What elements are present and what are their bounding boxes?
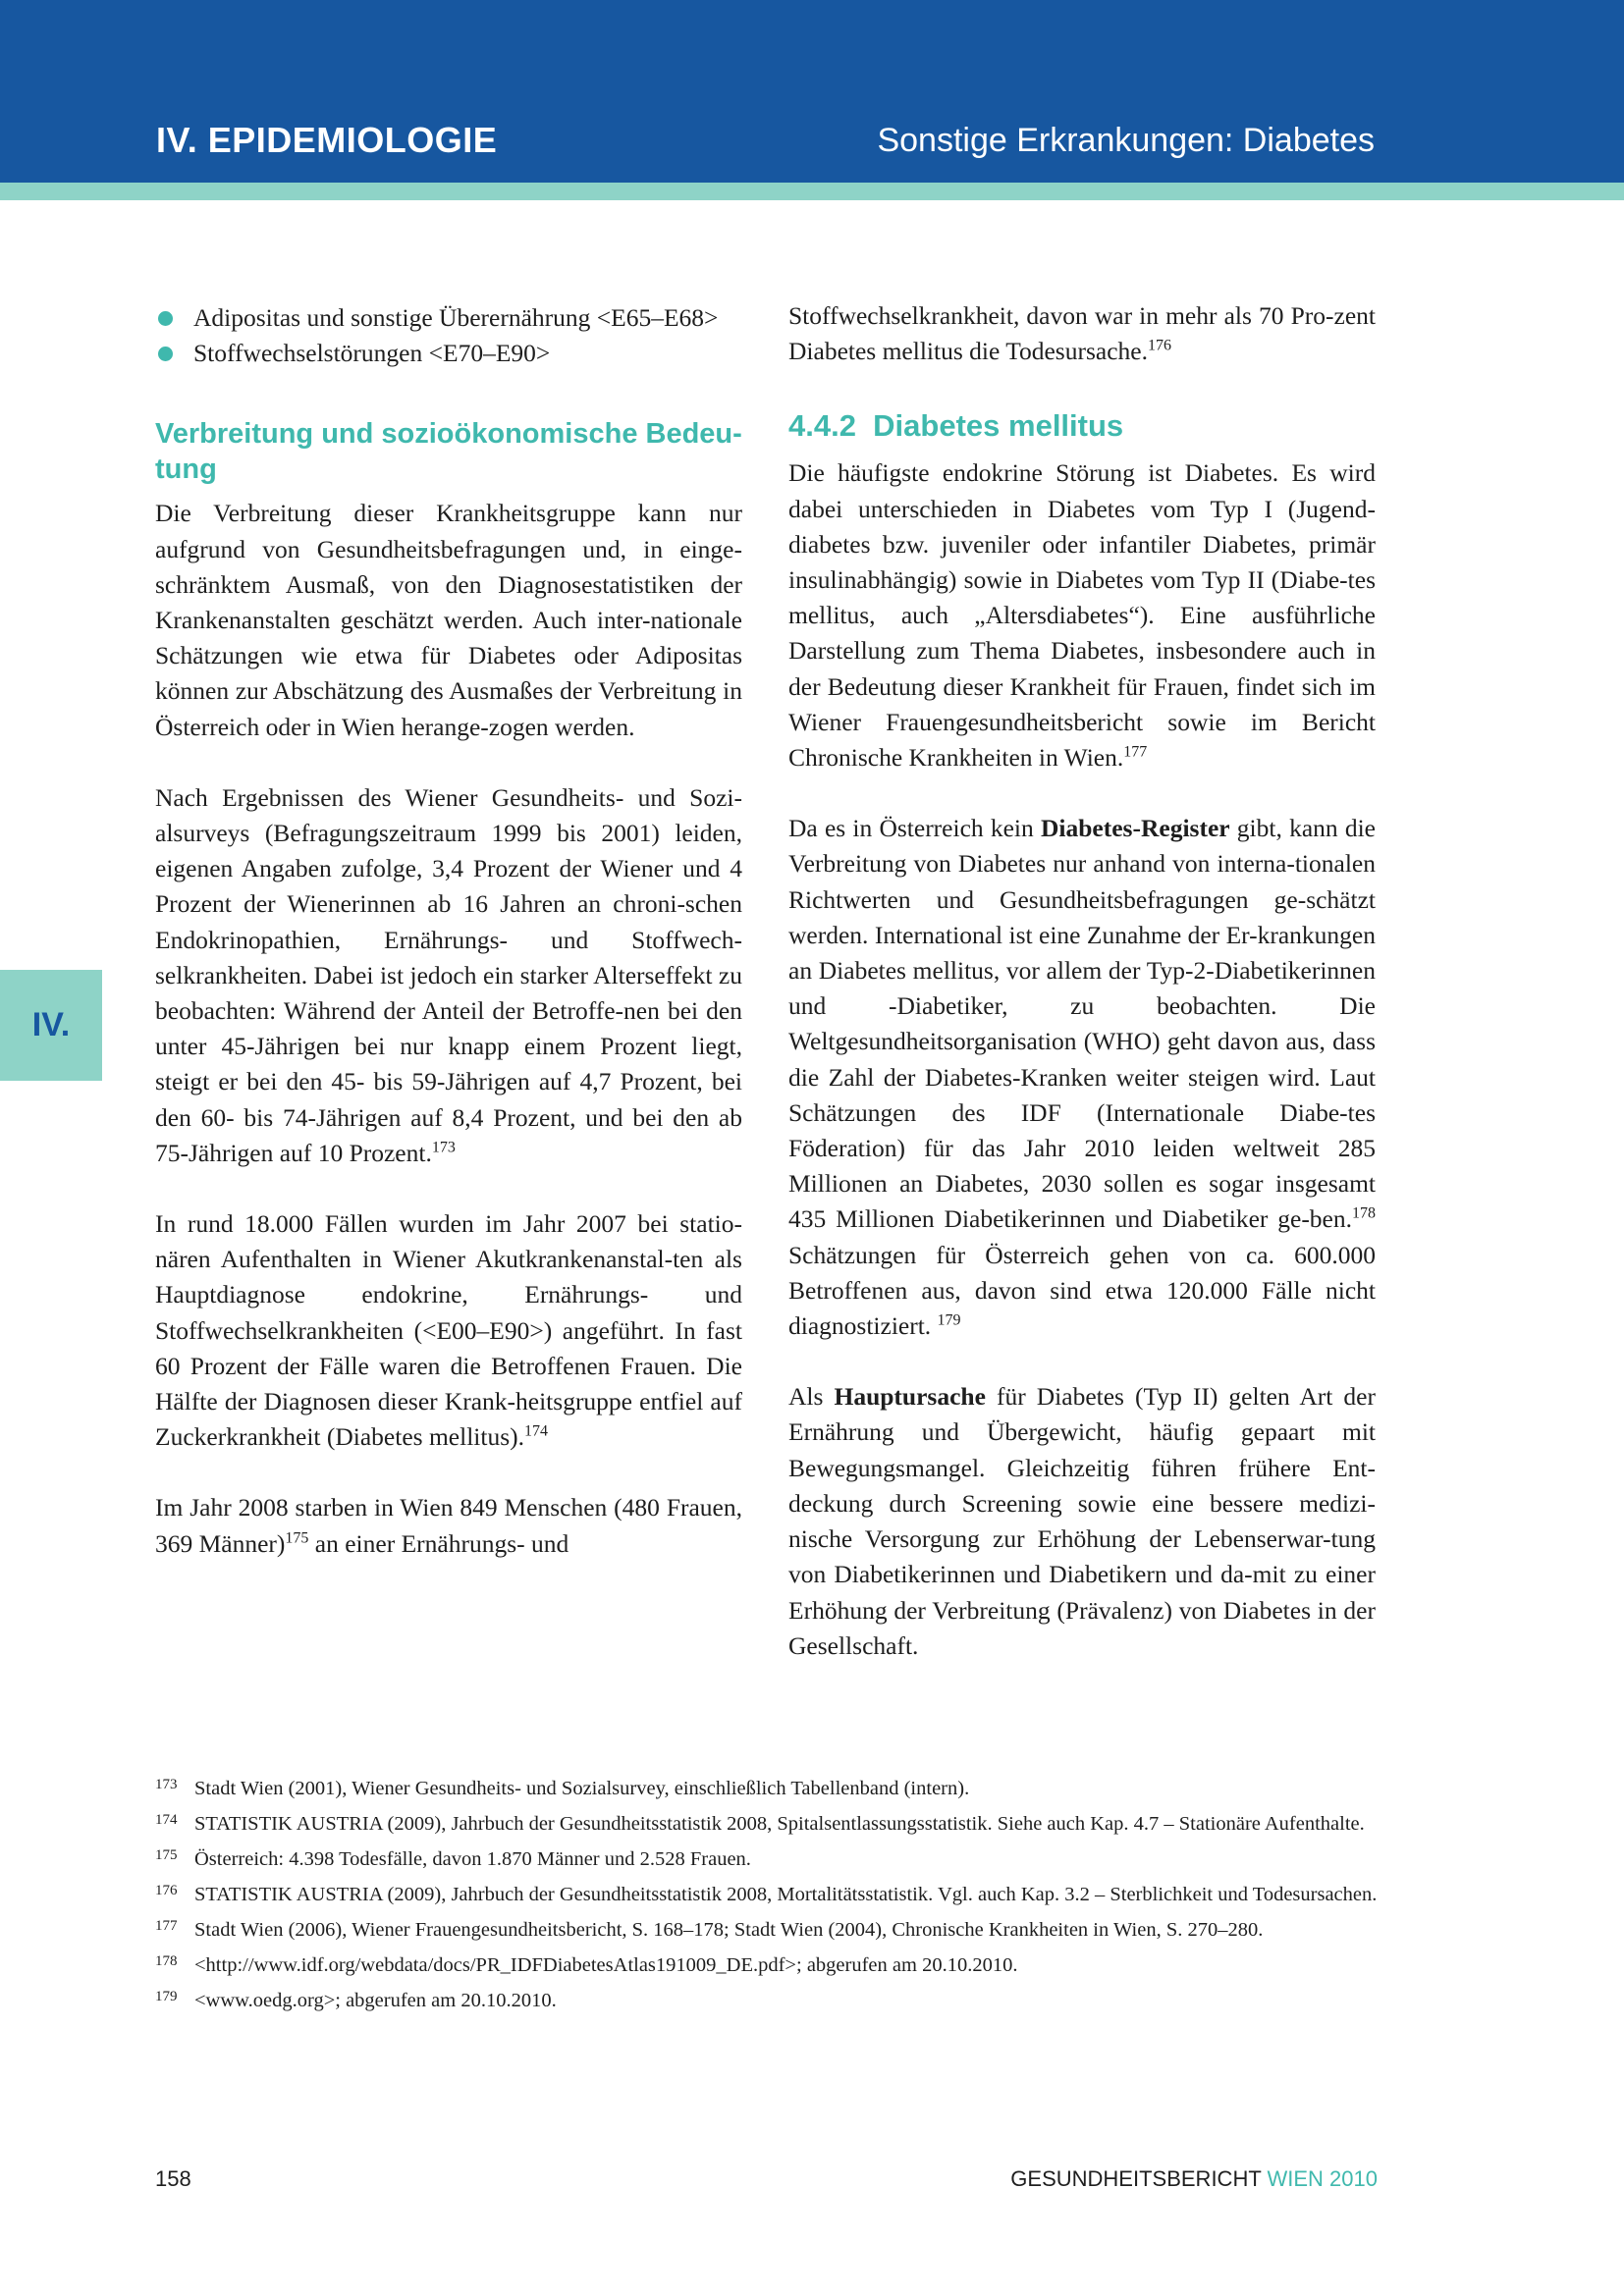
footnote-ref[interactable]: 176: [1147, 337, 1171, 354]
footnote: 177 Stadt Wien (2006), Wiener Frauengesundheitsbericht, S. 168–178; Stadt Wien (2004), Chronische Krankheiten in Wien, S. 270–280.: [155, 1916, 1378, 1944]
bold-term: Hauptursache: [834, 1382, 986, 1412]
left-column: [155, 300, 742, 1562]
bullet-icon: [158, 311, 173, 326]
section-title: Sonstige Erkrankungen: Diabetes: [877, 122, 1375, 159]
section-heading: 4.4.2 Diabetes mellitus: [788, 408, 1124, 444]
chapter-title: IV. EPIDEMIOLOGIE: [156, 120, 498, 160]
header-stripe: [0, 183, 1624, 200]
bullet-icon: [158, 347, 173, 361]
footnote-number: 173: [155, 1777, 178, 1792]
footnote: 174 STATISTIK AUSTRIA (2009), Jahrbuch der Gesundheitsstatistik 2008, Spitalsentlassungsstatistik. Siehe auch Kap. 4.7 – Stationäre Aufenthalte.: [155, 1810, 1378, 1838]
footnote-ref[interactable]: 179: [937, 1311, 961, 1329]
paragraph: Die häufigste endokrine Störung ist Diabetes. Es wird dabei unterschieden in Diabetes vom Typ I (Jugend-diabetes bzw. juveniler oder infantiler Diabetes, primär insulinabhängig) sowie in Diabetes vom Typ II (Diabe-tes mellitus, auch „Altersdiabetes“). Eine ausführliche Darstellung zum Thema Diabetes, insbesondere auch in der Bedeutung dieser Krankheit für Frauen, findet sich im Wiener Frauengesundheitsbericht sowie im Bericht Chronische Krankheiten in Wien.$^{177}$: [788, 458, 1376, 773]
footnote-ref[interactable]: 178: [1352, 1204, 1376, 1222]
footnote-ref[interactable]: 177: [1123, 743, 1148, 761]
list-item: [155, 336, 742, 371]
list-item: [155, 300, 742, 336]
bullet-text: Adipositas und sonstige Überernährung <E65–E68>: [193, 303, 719, 332]
footnote-number: 177: [155, 1918, 178, 1934]
paragraph: Stoffwechselkrankheit, davon war in mehr als 70 Pro-zent Diabetes mellitus die Todesursache.$^{176}$: [788, 301, 1376, 366]
paragraph: Nach Ergebnissen des Wiener Gesundheits- und Sozi-alsurveys (Befragungszeitraum 1999 bis 2001) leiden, eigenen Angaben zufolge, 3,4 Prozent der Wiener und 4 Prozent der Wienerinnen ab 16 Jahren an chroni-schen Endokrinopathien, Ernährungs- und Stoffwech-selkrankheiten. Dabei ist jedoch ein starker Alterseffekt zu beobachten: Während der Anteil der Betroffe-nen bei den unter 45-Jährigen bei nur knapp einem Prozent liegt, steigt er bei den 45- bis 59-Jährigen auf 4,7 Prozent, bei den 60- bis 74-Jährigen auf 8,4 Prozent, und bei den ab 75-Jährigen auf 10 Prozent.$^{173}$: [155, 782, 742, 1167]
subheading: Verbreitung und sozioökonomische Bedeu- tung: [155, 418, 742, 486]
page-number: 158: [155, 2166, 191, 2191]
paragraph: Da es in Österreich kein Diabetes-Register gibt, kann die Verbreitung von Diabetes nur anhand von interna-tionalen Richtwerten und Gesundheitsbefragungen ge-schätzt werden. International ist eine Zunahme der Er-krankungen an Diabetes mellitus, vor allem der Typ-2-Diabetikerinnen und -Diabetiker, zu beobachten. Die Weltgesundheitsorganisation (WHO) geht davon aus, dass die Zahl der Diabetes-Kranken weiter steigen wird. Laut Schätzungen des IDF (Internationale Diabe-tes Föderation) für das Jahr 2010 leiden weltweit 285 Millionen an Diabetes, 2030 sollen es sogar insgesamt 435 Millionen Diabetikerinnen und Diabetiker ge-ben.$^{178}$ Schätzungen für Österreich gehen von ca. 600.000 Betroffenen aus, davon sind etwa 120.000 Fälle nicht diagnostiziert. $^{179}$: [788, 814, 1376, 1341]
paragraph: In rund 18.000 Fällen wurden im Jahr 2007 bei statio-nären Aufenthalten in Wiener Akutkrankenanstal-ten als Hauptdiagnose endokrine, Ernährungs- und Stoffwechselkrankheiten (<E00–E90>) angeführt. In fast 60 Prozent der Fälle waren die Betroffenen Frauen. Die Hälfte der Diagnosen dieser Krank-heitsgruppe entfiel auf Zuckerkrankheit (Diabetes mellitus).$^{174}$: [155, 1209, 742, 1452]
footnotes: [155, 1775, 1378, 2022]
footnote-number: 175: [155, 1847, 178, 1863]
footnote-number: 174: [155, 1812, 178, 1828]
right-column: [788, 298, 1376, 1664]
footnote-ref[interactable]: 173: [431, 1139, 456, 1156]
footnote-number: 178: [155, 1953, 178, 1969]
footnote: 175 Österreich: 4.398 Todesfälle, davon 1.870 Männer und 2.528 Frauen.: [155, 1845, 1378, 1873]
footnote: 176 STATISTIK AUSTRIA (2009), Jahrbuch der Gesundheitsstatistik 2008, Mortalitätsstatistik. Vgl. auch Kap. 3.2 – Sterblichkeit und Todesursachen.: [155, 1881, 1378, 1908]
paragraph: Im Jahr 2008 starben in Wien 849 Menschen (480 Frauen, 369 Männer)$^{175}$ an einer Ernährungs- und: [155, 1493, 742, 1558]
footnote: 173 Stadt Wien (2001), Wiener Gesundheits- und Sozialsurvey, einschließlich Tabellenband (intern).: [155, 1775, 1378, 1802]
footnote[interactable]: 179 <www.oedg.org>; abgerufen am 20.10.2010.: [155, 1987, 1378, 2014]
footnote-ref[interactable]: 175: [285, 1529, 309, 1547]
footnote-number: 176: [155, 1883, 178, 1898]
bullet-list: [155, 300, 742, 371]
footnote-number: 179: [155, 1989, 178, 2004]
publication-title: GESUNDHEITSBERICHT WIEN 2010: [1010, 2166, 1378, 2191]
chapter-side-tab: IV.: [0, 970, 102, 1081]
bold-term: Diabetes-Register: [1040, 814, 1230, 843]
footnote[interactable]: 178 <http://www.idf.org/webdata/docs/PR_IDFDiabetesAtlas191009_DE.pdf>; abgerufen am 20.10.2010.: [155, 1951, 1378, 1979]
bullet-text: Stoffwechselstörungen <E70–E90>: [193, 339, 551, 368]
paragraph: Als Hauptursache für Diabetes (Typ II) gelten Art der Ernährung und Übergewicht, häufig gepaart mit Bewegungsmangel. Gleichzeitig führen frühere Ent-deckung durch Screening sowie eine bessere medizi-nische Versorgung zur Erhöhung der Lebenserwar-tung von Diabetikerinnen und Diabetikern und da-mit zu einer Erhöhung der Verbreitung (Prävalenz) von Diabetes in der Gesellschaft.: [788, 1382, 1376, 1660]
footnote-ref[interactable]: 174: [524, 1422, 548, 1440]
paragraph: Die Verbreitung dieser Krankheitsgruppe kann nur aufgrund von Gesundheitsbefragungen und, in einge-schränktem Ausmaß, von den Diagnosestatistiken der Krankenanstalten geschätzt werden. Auch inter-nationale Schätzungen wie etwa für Diabetes oder Adipositas können zur Abschätzung des Ausmaßes der Verbreitung in Österreich oder in Wien herange-zogen werden.: [155, 499, 742, 741]
